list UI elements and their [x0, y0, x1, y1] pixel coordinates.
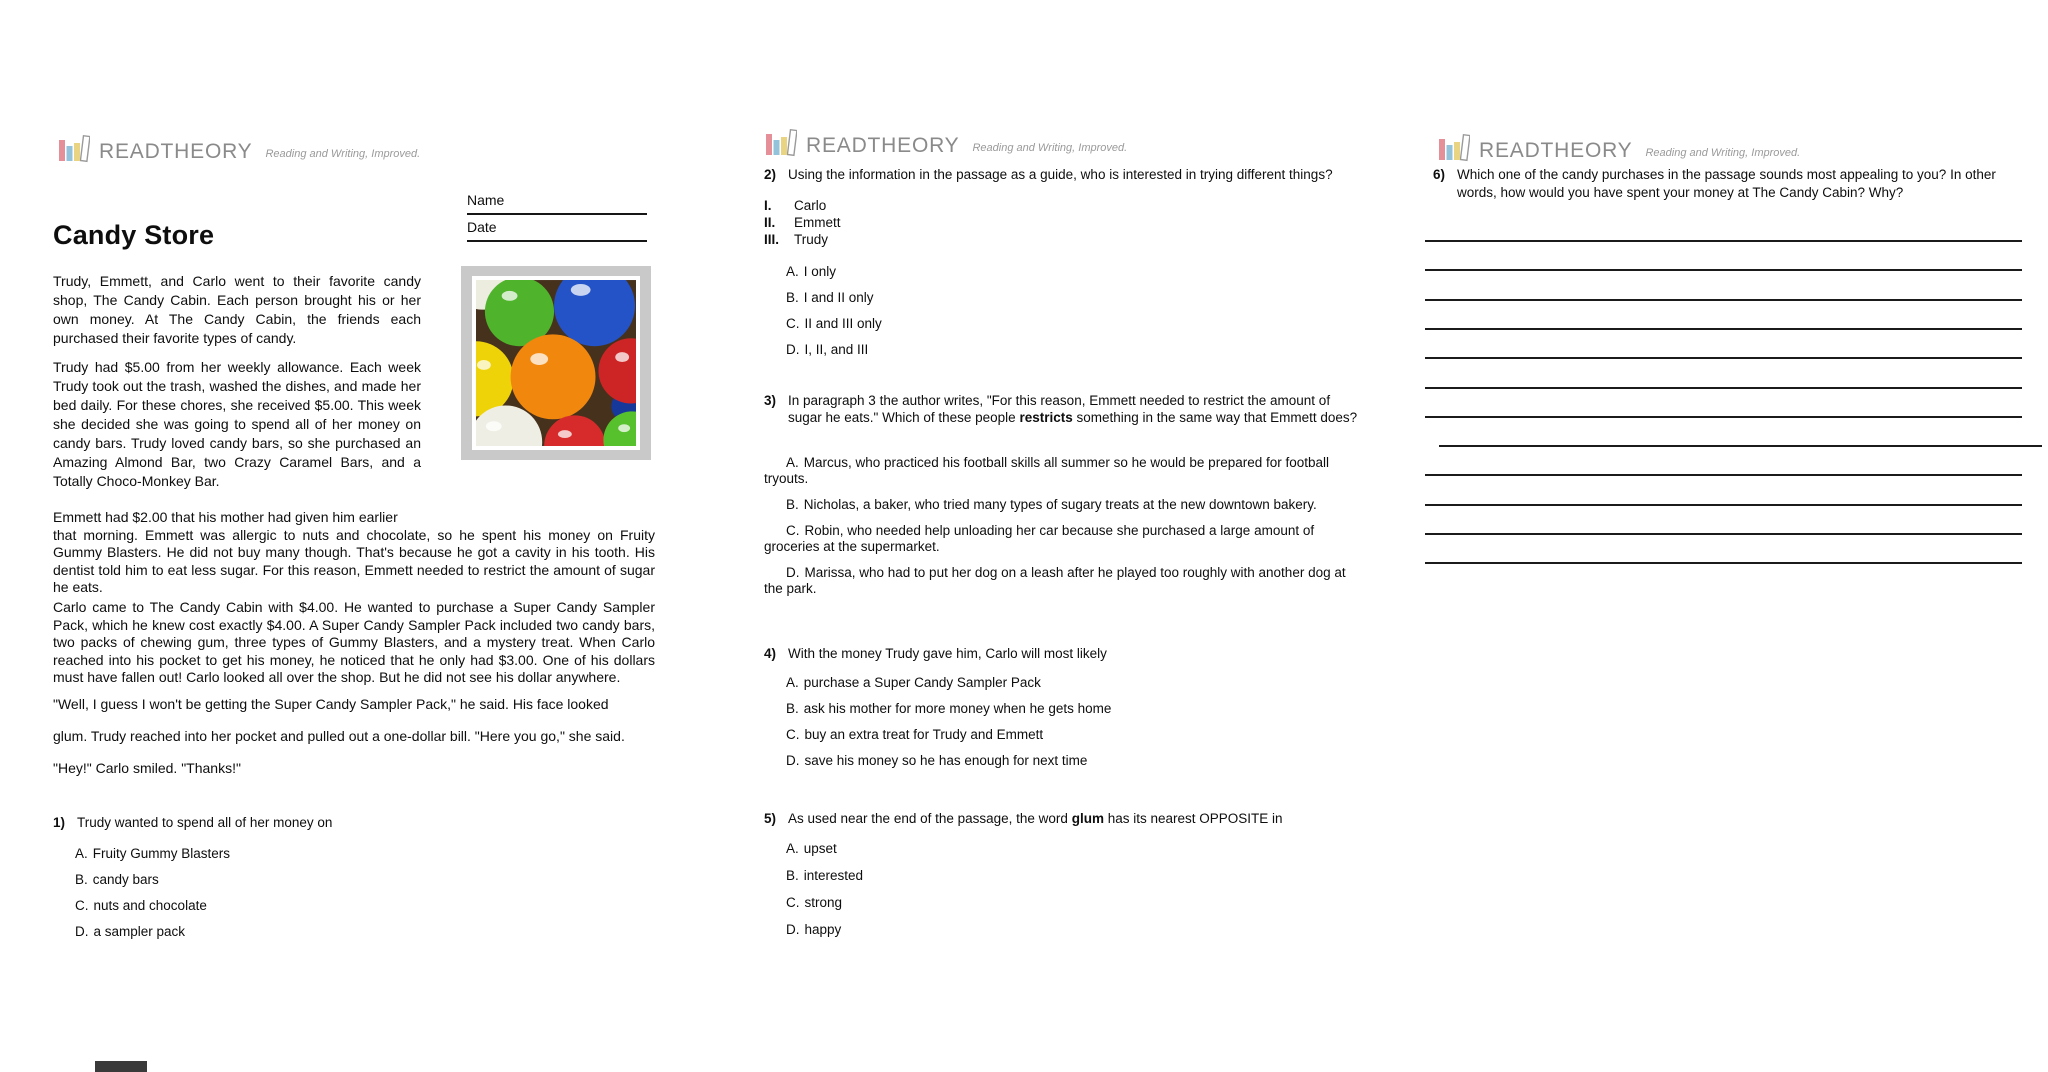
question-2 [764, 166, 1333, 183]
answer-line [1425, 299, 2022, 301]
option-letter: A. [786, 675, 799, 690]
option-letter: A. [786, 264, 799, 279]
brand-tagline: Reading and Writing, Improved. [1645, 147, 1801, 159]
option-letter: B. [786, 290, 799, 305]
paragraph-1: Trudy, Emmett, and Carlo went to their favorite candy shop, The Candy Cabin. Each person brought his or her own money. At The Candy Cabin, the friends each purchased their favorite types of candy. [53, 273, 421, 346]
paragraph-3-first-line: Emmett had $2.00 that his mother had given him earlier [53, 509, 398, 525]
answer-lines [1425, 0, 2037, 600]
brand-name: READTHEORY [99, 140, 253, 163]
option-row [764, 868, 1364, 884]
option-row [764, 701, 1364, 717]
brand-name: READTHEORY [1479, 139, 1633, 162]
roman-numeral-list [764, 197, 841, 248]
option-text: Marissa, who had to put her dog on a leash after he played too roughly with another dog at the park. [764, 565, 1346, 596]
option-letter: C. [786, 895, 800, 910]
option-row [764, 753, 1364, 769]
date-field-line [467, 219, 647, 242]
option-letter: A. [786, 841, 799, 856]
option-letter: B. [786, 701, 799, 716]
passage [53, 272, 655, 812]
option-row [53, 898, 653, 914]
question-1-number: 1) [53, 815, 66, 830]
option-text: Fruity Gummy Blasters [92, 846, 231, 861]
question-1-options [53, 846, 653, 950]
name-date-block [467, 192, 647, 246]
roman-numeral: I. [764, 198, 772, 213]
name-label: Name [467, 192, 505, 208]
question-4-text: With the money Trudy gave him, Carlo will most likely [788, 646, 1107, 661]
books-logo-icon [57, 133, 90, 163]
gumballs-illustration [476, 280, 636, 446]
brand-name: READTHEORY [806, 134, 960, 157]
question-3-text-post: something in the same way that Emmett does? [1072, 410, 1358, 425]
option-row [764, 290, 1364, 306]
question-5-text-post: has its nearest OPPOSITE in [1103, 811, 1283, 826]
roman-numeral: III. [764, 232, 780, 247]
question-5-text [788, 810, 1283, 827]
option-letter: A. [786, 455, 799, 470]
option-letter: D. [786, 753, 800, 768]
answer-line [1425, 474, 2022, 476]
question-4 [764, 645, 1107, 662]
paragraph-3 [53, 509, 655, 597]
option-row [764, 841, 1364, 857]
question-2-number: 2) [764, 167, 777, 182]
answer-line [1425, 416, 2022, 418]
option-text: II and III only [804, 316, 882, 331]
question-4-options [764, 675, 1364, 779]
option-letter: B. [75, 872, 88, 887]
roman-item [764, 214, 841, 231]
gumballs-photo-frame [461, 266, 651, 460]
option-row [764, 264, 1364, 280]
brand-tagline: Reading and Writing, Improved. [972, 142, 1128, 154]
answer-line [1425, 328, 2022, 330]
option-letter: B. [786, 868, 799, 883]
option-text: Marcus, who practiced his football skills all summer so he would be prepared for football tryouts. [764, 455, 1330, 486]
question-5-text-pre: As used near the end of the passage, the word [788, 811, 1072, 826]
option-row [764, 565, 1356, 597]
question-2-options [764, 264, 1364, 368]
paragraph-3-rest: that morning. Emmett was allergic to nuts and chocolate, so he spent his money on Fruity Gummy Blasters. He did not buy many though. That's because he got a cavity in his tooth. His dentist told him to eat less sugar. For this reason, Emmett needed to restrict the amount of sugar he eats. [53, 526, 655, 595]
option-row [764, 922, 1364, 938]
question-3-text [788, 392, 1364, 426]
gumballs-photo [472, 276, 640, 450]
option-text: candy bars [92, 872, 159, 887]
roman-item [764, 231, 841, 248]
option-text: strong [804, 895, 843, 910]
option-text: save his money so he has enough for next time [804, 753, 1088, 768]
dialogue-line-1: "Well, I guess I won't be getting the Super Candy Sampler Pack," he said. His face looked [53, 696, 609, 712]
option-letter: D. [75, 924, 89, 939]
roman-text: Emmett [794, 215, 841, 230]
question-3-number: 3) [764, 393, 777, 408]
option-row [764, 727, 1364, 743]
question-3 [764, 392, 1364, 426]
question-2-text: Using the information in the passage as a guide, who is interested in trying different things? [788, 167, 1333, 182]
option-row [764, 455, 1356, 487]
paragraph-2: Trudy had $5.00 from her weekly allowance. Each week Trudy took out the trash, washed the dishes, and made her bed daily. For these chores, she received $5.00. This week she decided she was going to spend all of her money on candy bars. Trudy loved candy bars, so she purchased an Amazing Almond Bar, two Crazy Caramel Bars, and a Totally Choco-Monkey Bar. [53, 359, 421, 489]
readtheory-logo [57, 133, 420, 163]
option-letter: D. [786, 922, 800, 937]
answer-line [1425, 387, 2022, 389]
option-text: I, II, and III [804, 342, 869, 357]
question-6-line-2: words, how would you have spent your money at The Candy Cabin? Why? [1457, 185, 1904, 200]
question-5 [764, 810, 1283, 827]
answer-line [1425, 269, 2022, 271]
page-2 [764, 0, 1386, 1072]
roman-numeral: II. [764, 215, 776, 230]
partial-next-page-edge [95, 1061, 147, 1072]
question-4-number: 4) [764, 646, 777, 661]
roman-text: Carlo [794, 198, 827, 213]
roman-item [764, 197, 841, 214]
option-text: I only [803, 264, 837, 279]
option-text: happy [804, 922, 842, 937]
option-text: purchase a Super Candy Sampler Pack [803, 675, 1041, 690]
option-text: upset [803, 841, 837, 856]
option-letter: C. [786, 523, 800, 538]
page-1 [53, 0, 655, 1072]
answer-line [1425, 240, 2022, 242]
option-row [53, 846, 653, 862]
option-row [764, 675, 1364, 691]
question-5-bold-word: glum [1071, 811, 1104, 826]
question-3-options [764, 455, 1356, 607]
question-3-bold-word: restricts [1019, 410, 1073, 425]
answer-line [1425, 533, 2022, 535]
passage-title: Candy Store [53, 220, 215, 250]
option-letter: C. [786, 316, 800, 331]
question-5-options [764, 841, 1364, 949]
option-text: interested [803, 868, 864, 883]
readtheory-logo [764, 127, 1127, 157]
question-5-number: 5) [764, 811, 777, 826]
option-text: a sampler pack [93, 924, 186, 939]
dialogue-line-3: "Hey!" Carlo smiled. "Thanks!" [53, 760, 241, 776]
option-row [53, 872, 653, 888]
option-row [53, 924, 653, 940]
option-letter: D. [786, 342, 800, 357]
option-row [764, 316, 1364, 332]
option-letter: A. [75, 846, 88, 861]
option-letter: B. [786, 497, 799, 512]
name-field-line [467, 192, 647, 215]
date-label: Date [467, 219, 497, 235]
answer-line [1425, 357, 2022, 359]
page-3 [1425, 0, 2037, 1072]
brand-tagline: Reading and Writing, Improved. [265, 148, 421, 160]
option-row [764, 342, 1364, 358]
option-row [764, 895, 1364, 911]
option-text: buy an extra treat for Trudy and Emmett [804, 727, 1044, 742]
answer-line [1439, 445, 2042, 447]
option-letter: D. [786, 565, 800, 580]
answer-line [1425, 562, 2022, 564]
paragraph-4: Carlo came to The Candy Cabin with $4.00. He wanted to purchase a Super Candy Sampler Pack, which he knew cost exactly $4.00. A Super Candy Sampler Pack included two candy bars, two packs of chewing gum, three types of Gummy Blasters, and a mystery treat. When Carlo reached into his pocket to get his money, he noticed that he only had $3.00. One of his dollars must have fallen out! Carlo looked all over the shop. But he did not see his dollar anywhere. [53, 599, 655, 685]
option-text: ask his mother for more money when he gets home [803, 701, 1112, 716]
answer-line [1425, 504, 2022, 506]
books-logo-icon [764, 127, 797, 157]
question-6-line-1: Which one of the candy purchases in the passage sounds most appealing to you? In other [1457, 167, 1996, 182]
question-1-text: Trudy wanted to spend all of her money on [77, 815, 333, 830]
dialogue-line-2: glum. Trudy reached into her pocket and pulled out a one-dollar bill. "Here you go," she said. [53, 728, 625, 744]
option-letter: C. [75, 898, 89, 913]
option-text: Nicholas, a baker, who tried many types of sugary treats at the new downtown bakery. [803, 497, 1317, 512]
option-letter: C. [786, 727, 800, 742]
question-1 [53, 814, 332, 831]
question-3-text-pre: In paragraph 3 the author writes, "For this reason, Emmett needed to restrict the amount of sugar he eats." Which of these people [788, 393, 1331, 425]
option-text: nuts and chocolate [93, 898, 207, 913]
question-6-number: 6) [1433, 167, 1446, 182]
option-text: Robin, who needed help unloading her car because she purchased a large amount of groceries at the supermarket. [764, 523, 1315, 554]
option-row [764, 497, 1356, 513]
option-text: I and II only [803, 290, 874, 305]
roman-text: Trudy [794, 232, 829, 247]
option-row [764, 523, 1356, 555]
